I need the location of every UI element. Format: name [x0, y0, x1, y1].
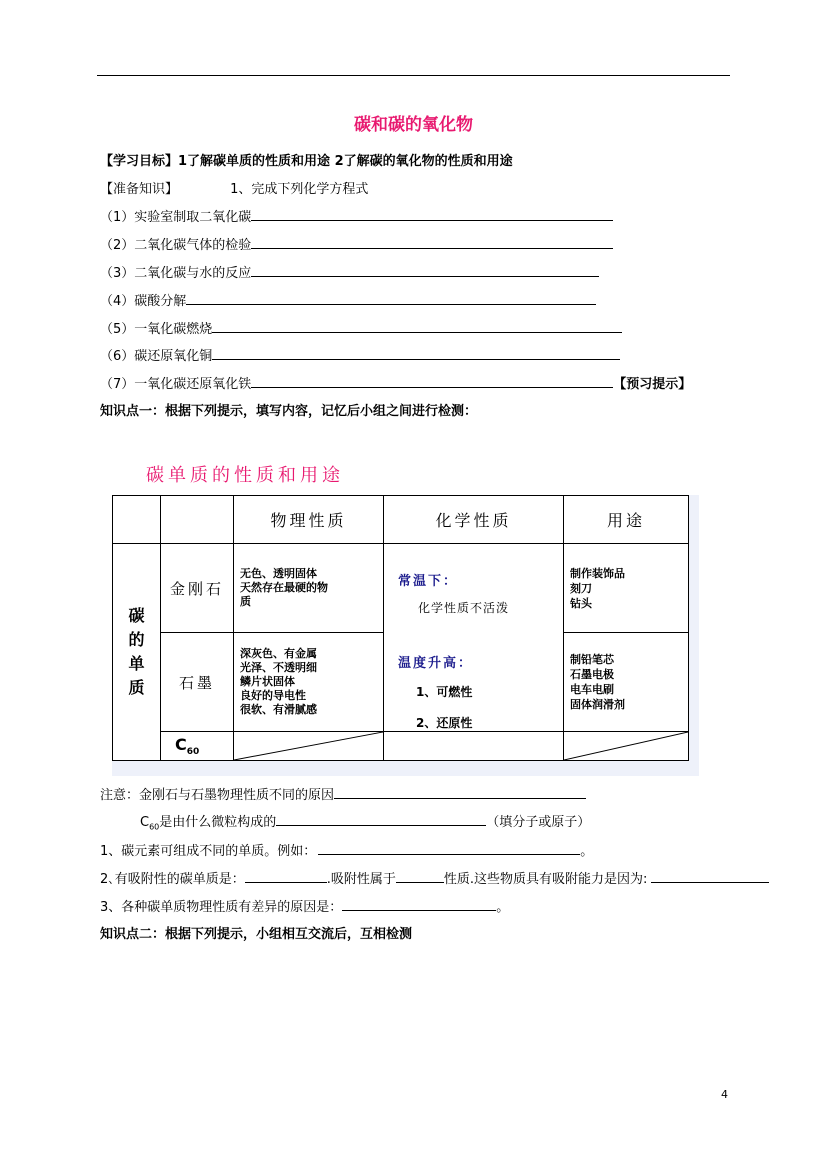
prep-knowledge [100, 178, 368, 197]
c60-prefix: C [140, 815, 150, 830]
header-empty-2 [161, 496, 234, 544]
equation-label: （5）一氧化碳燃烧 [100, 322, 213, 337]
answer-blank[interactable] [245, 869, 327, 883]
side-label-carbon-allotropes [113, 544, 161, 761]
c60-subscript: 60 [186, 747, 200, 758]
q3-text: 3、各种碳单质物理性质有差异的原因是： [100, 900, 343, 915]
knowledge-point-2: 知识点二：根据下列提示，小组相互交流后，互相检测 [100, 927, 413, 942]
answer-blank[interactable] [651, 869, 769, 883]
learning-objectives [100, 150, 513, 169]
use-line: 石墨电极 [570, 668, 614, 682]
equation-line-3 [100, 262, 599, 281]
equation-line-7 [100, 373, 691, 392]
answer-blank[interactable] [342, 897, 496, 911]
figure-title: 碳单质的性质和用途 [146, 465, 344, 486]
q2-text-b: .吸附性属于 [326, 872, 396, 887]
equation-label: （6）碳还原氧化铜 [100, 349, 213, 364]
diagonal-line [234, 732, 383, 760]
question-2 [100, 868, 769, 887]
use-line: 制铅笔芯 [570, 653, 614, 667]
prep-text: 1、完成下列化学方程式 [230, 182, 369, 197]
carbon-properties-table [112, 495, 689, 761]
diamond-physical [234, 544, 384, 633]
answer-blank[interactable] [251, 235, 613, 249]
side-label-char: 碳 [128, 606, 145, 625]
q2-text-a: 2､有吸附性的碳单质是： [100, 872, 245, 887]
c60-line-sub: 60 [149, 822, 160, 832]
answer-blank[interactable] [334, 785, 586, 799]
chem-normal-text: 化学性质不活泼 [418, 601, 510, 615]
physical-line: 鳞片状固体 [240, 675, 295, 689]
side-label-char: 质 [128, 678, 145, 697]
answer-blank[interactable] [318, 841, 580, 855]
c60-symbol: C [175, 734, 187, 754]
physical-line: 光泽、不透明细 [240, 661, 317, 675]
answer-blank[interactable] [276, 812, 486, 826]
equation-label: （7）一氧化碳还原氧化铁 [100, 377, 252, 392]
physical-line: 深灰色、有金属 [240, 647, 317, 661]
q1-text: 1、碳元素可组成不同的单质。例如： [100, 844, 317, 859]
chem-high-label: 温度升高： [398, 656, 474, 671]
objectives-text: 1了解碳单质的性质和用途 2了解碳的氧化物的性质和用途 [178, 154, 513, 169]
use-line: 钻头 [570, 596, 592, 610]
header-chemical: 化学性质 [384, 496, 564, 544]
answer-blank[interactable] [251, 263, 599, 277]
physical-line: 很软、有滑腻感 [240, 703, 317, 717]
q1-end: 。 [580, 844, 594, 859]
diamond-uses [564, 544, 689, 633]
graphite-physical [234, 633, 384, 732]
answer-blank[interactable] [212, 319, 622, 333]
use-line: 刻刀 [570, 581, 592, 595]
equation-line-4 [100, 290, 596, 309]
knowledge-point-1: 知识点一：根据下列提示，填写内容，记忆后小组之间进行检测： [100, 404, 478, 419]
physical-line: 质 [240, 595, 251, 609]
c60-hint: （填分子或原子） [486, 815, 591, 830]
c60-question [140, 811, 590, 832]
graphite-uses [564, 633, 689, 732]
chem-normal-label: 常温下： [398, 574, 459, 589]
equation-line-2 [100, 234, 613, 253]
question-3 [100, 896, 509, 915]
diamond-name: 金刚石 [161, 544, 234, 633]
answer-blank[interactable] [186, 291, 596, 305]
use-line: 固体润滑剂 [570, 698, 625, 712]
objectives-label: 【学习目标】 [100, 154, 179, 169]
equation-label: （1）实验室制取二氧化碳 [100, 210, 252, 225]
header-uses: 用途 [564, 496, 689, 544]
chem-high-item: 2、还原性 [416, 716, 473, 730]
table-header-row [113, 496, 689, 544]
physical-line: 良好的导电性 [240, 689, 306, 703]
c60-name [161, 732, 234, 761]
note-line [100, 784, 586, 803]
answer-blank[interactable] [212, 346, 620, 360]
chem-high-item: 1、可燃性 [416, 685, 473, 699]
page-number: 4 [721, 1088, 728, 1101]
table-row [113, 732, 689, 761]
equation-line-1 [100, 206, 613, 225]
answer-blank[interactable] [396, 869, 444, 883]
c60-physical-diagonal [234, 732, 384, 761]
prep-label: 【准备知识】 [100, 182, 179, 197]
diagonal-line [564, 732, 688, 760]
c60-chemical-cell [384, 732, 564, 761]
graphite-name: 石墨 [161, 633, 234, 732]
q3-end: 。 [496, 900, 510, 915]
answer-blank[interactable] [251, 207, 613, 221]
side-label-char: 单 [128, 654, 145, 673]
physical-line: 无色、透明固体 [240, 567, 317, 581]
equation-label: （2）二氧化碳气体的检验 [100, 238, 252, 253]
note-label: 注意：金刚石与石墨物理性质不同的原因 [100, 788, 335, 803]
question-1 [100, 840, 593, 859]
side-label-char: 的 [128, 630, 145, 649]
answer-blank[interactable] [251, 374, 613, 388]
equation-line-6 [100, 345, 620, 364]
header-empty-1 [113, 496, 161, 544]
header-physical: 物理性质 [234, 496, 384, 544]
use-line: 电车电刷 [570, 683, 614, 697]
equation-label: （4）碳酸分解 [100, 294, 187, 309]
table-row [113, 544, 689, 633]
equation-label: （3）二氧化碳与水的反应 [100, 266, 252, 281]
use-line: 制作装饰品 [570, 566, 625, 580]
physical-line: 天然存在最硬的物 [240, 581, 328, 595]
c60-uses-diagonal [564, 732, 689, 761]
page-title: 碳和碳的氧化物 [354, 115, 473, 135]
c60-question-text: 是由什么微粒构成的 [159, 815, 277, 830]
header-rule [97, 75, 730, 76]
q2-text-c: 性质.这些物质具有吸附能力是因为: [443, 872, 648, 887]
preview-label: 【预习提示】 [613, 377, 692, 392]
chemical-properties [384, 544, 564, 732]
equation-line-5 [100, 318, 622, 337]
